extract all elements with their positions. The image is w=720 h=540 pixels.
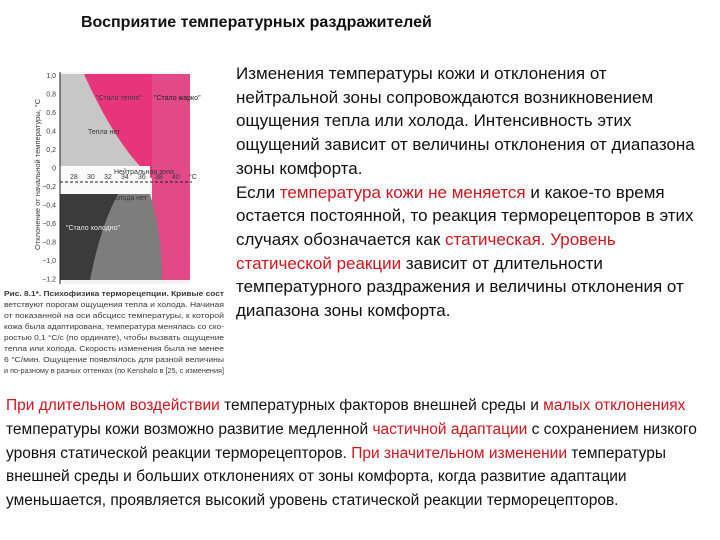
bottom-paragraph — [6, 394, 712, 513]
body-text: и какое-то время остается постоянной, то реакция терморецепторов в этих случаях обозначается как — [236, 182, 694, 249]
x-tick-label: 32 — [104, 174, 112, 181]
body-text: температурных факторов внешней среды и — [219, 397, 544, 414]
y-tick-label: 0,6 — [46, 110, 56, 117]
body-text: температуры кожи возможно развитие медленной — [6, 420, 373, 438]
figure-svg — [0, 70, 230, 390]
right-paragraph-1 — [236, 62, 706, 181]
body-text: температуры внешней среды и больших отклонениях от зоны комфорта, когда развитие адаптации уменьшается, проявляется высокий уровень статической реакции терморецепторов. — [6, 444, 667, 510]
body-text: зависит от длительности температурного раздражения и величины отклонения от диапазона зоны комфорта. — [236, 253, 684, 321]
x-tick-label: 40 — [172, 174, 180, 181]
x-tick-label: 34 — [121, 174, 129, 181]
page-title: Восприятие температурных раздражителей — [81, 14, 432, 31]
highlight-text: малых отклонениях — [543, 397, 686, 414]
highlight-text: температура кожи не меняется — [279, 182, 526, 202]
x-tick-label: 38 — [155, 174, 163, 181]
y-tick-label: 0,2 — [46, 147, 56, 154]
y-tick-label: −0,6 — [42, 221, 56, 228]
caption-line: и по-разному в разных оттенках (по Kenshalo в [25, с изменения] — [4, 366, 224, 375]
y-ticks — [42, 73, 56, 284]
y-tick-label: −1,2 — [42, 276, 56, 284]
zone-label-neutral: Нейтральная зона — [114, 169, 174, 176]
caption-line: ростью 0,1 °С/с (по ординате), чтобы вызвать ощущение — [4, 333, 224, 342]
body-text: с сохранением низкого уровня статической реакции терморецепторов. — [6, 420, 697, 462]
y-tick-label: −1,0 — [42, 258, 56, 265]
highlight-text: При значительном изменении — [351, 444, 567, 462]
thermoreception-figure — [0, 70, 230, 390]
caption-line: от показанной на оси абсцисс температуры, к которой — [4, 311, 224, 320]
highlight-text: статическая. Уровень статической реакции — [236, 229, 616, 273]
zone-label-no-warm: Тепла нет — [88, 129, 121, 136]
y-tick-label: −0,4 — [42, 202, 56, 210]
body-text: Изменения температуры кожи и отклонения от нейтральной зоны сопровождаются возникновением ощущения тепла или холода. Интенсивность этих ощущений зависит от величины отклонения от диапазона зоны комфорта. — [236, 64, 695, 178]
y-axis-label: Отклонение от начальной температуры, °C — [33, 98, 42, 250]
right-paragraph-2 — [236, 181, 706, 323]
highlight-text: При длительном воздействии — [6, 397, 220, 414]
caption-line: 6 °С/мин. Ощущение появлялось для разной величины — [4, 355, 225, 364]
y-tick-label: 0,8 — [46, 91, 56, 99]
x-tick-label: 28 — [70, 174, 78, 181]
y-tick-label: 0,4 — [46, 128, 56, 136]
x-tick-label: °C — [189, 174, 197, 181]
bottom-text-block — [6, 394, 712, 513]
y-tick-label: −0,2 — [42, 184, 56, 191]
y-tick-label: 1,0 — [46, 73, 56, 80]
caption-line: тепла или холода. Скорость изменения была не менее — [4, 344, 224, 353]
caption-line: Рис. 8.1*. Психофизика терморецепции. Кривые сост — [4, 289, 225, 298]
zone-label-no-cold: Холода нет — [110, 195, 147, 202]
y-tick-label: −0,8 — [42, 239, 56, 247]
x-tick-label: 30 — [87, 174, 95, 181]
zone-label-hot: "Стало жарко" — [154, 95, 201, 102]
caption-line: кожа была адаптирована, температура менялась со ско- — [4, 322, 225, 331]
zone-label-warm: "Стало тепло" — [96, 95, 142, 102]
x-tick-label: 36 — [138, 174, 146, 181]
body-text: Если — [236, 182, 280, 202]
right-text-block — [236, 62, 706, 323]
caption-line: ветствуют порогам ощущения тепла и холода. Начиная — [4, 300, 225, 309]
figure-caption — [4, 289, 225, 375]
y-tick-label: 0 — [52, 165, 56, 173]
highlight-text: частичной адаптации — [372, 420, 528, 438]
zone-label-cold: "Стало холодно" — [66, 225, 120, 232]
